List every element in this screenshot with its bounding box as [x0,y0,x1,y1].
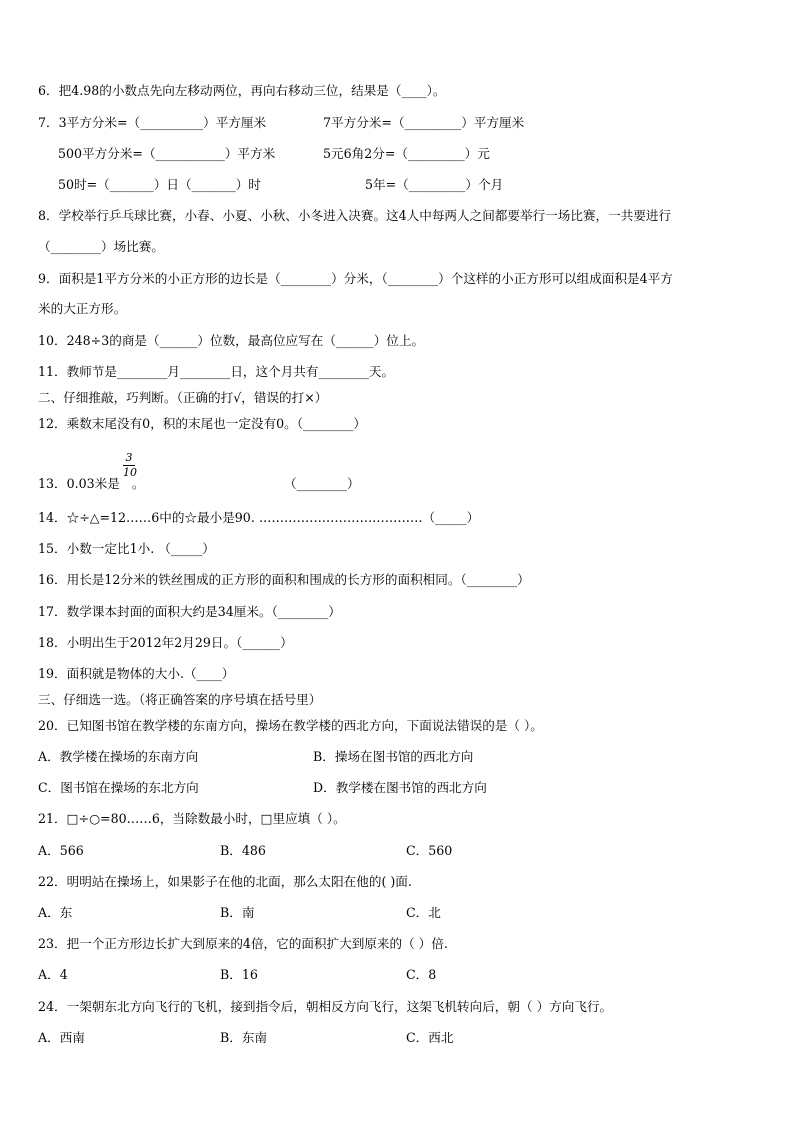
q20-option-c: C．图书馆在操场的东北方向 [38,780,199,795]
q24-option-b: B．东南 [220,1030,268,1045]
q20: 20．已知图书馆在教学楼的东南方向，操场在教学楼的西北方向，下面说法错误的是（ ）。 [38,718,543,733]
q7-line2-left: 500平方分米=（___________）平方米 [58,146,276,161]
q18: 18．小明出生于2012年2月29日。（______） [38,635,293,650]
q21-option-c: C．560 [406,843,453,858]
q22-option-a: A．东 [38,905,73,920]
q6: 6．把4.98的小数点先向左移动两位，再向右移动三位，结果是（____）。 [38,83,446,98]
q8-line2: （________）场比赛。 [38,239,164,254]
fraction-3-10 [123,452,135,479]
q9-line1: 9．面积是1平方分米的小正方形的边长是（________）分米，（________）个这样的小正方形可以组成面积是4平方 [38,271,673,286]
q21: 21．□÷○=80……6，当除数最小时，□里应填（ ）。 [38,811,346,826]
q17: 17．数学课本封面的面积大约是34厘米。（________） [38,604,341,619]
q7-line1-left: 7．3平方分米=（__________）平方厘米 [38,115,267,130]
q23-option-b: B．16 [220,967,258,982]
q20-option-b: B．操场在图书馆的西北方向 [313,749,474,764]
q12: 12．乘数末尾没有0，积的末尾也一定没有0。（________） [38,416,367,431]
q21-option-b: B．486 [220,843,266,858]
q10: 10．248÷3的商是（______）位数，最高位应写在（______）位上。 [38,333,425,348]
q23-option-c: C．8 [406,967,437,982]
q24-option-c: C．西北 [406,1030,454,1045]
q24: 24．一架朝东北方向飞行的飞机，接到指令后，朝相反方向飞行，这架飞机转向后，朝（ ）方向飞行。 [38,999,613,1014]
q16: 16．用长是12分米的铁丝围成的正方形的面积和围成的长方形的面积相同。（________） [38,572,530,587]
section-2-heading: 二、仔细推敲，巧判断。（正确的打√，错误的打×） [38,390,328,405]
section-3-heading: 三、仔细选一选。（将正确答案的序号填在括号里） [38,692,322,707]
q22: 22．明明站在操场上，如果影子在他的北面，那么太阳在他的( )面. [38,874,412,889]
q13-blank: （________） [284,476,360,491]
q11: 11．教师节是________月________日，这个月共有________天。 [38,364,395,379]
q22-option-b: B．南 [220,905,255,920]
q19: 19．面积就是物体的大小.（____） [38,666,235,681]
q13-text: 13．0.03米是 [38,476,120,491]
q8-line1: 8．学校举行乒乓球比赛，小春、小夏、小秋、小冬进入决赛。这4人中每两人之间都要举行一场比赛，一共要进行 [38,208,672,223]
q23: 23．把一个正方形边长扩大到原来的4倍，它的面积扩大到原来的（ ）倍. [38,936,448,951]
q23-option-a: A．4 [38,967,68,982]
q14: 14．☆÷△=12……6中的☆最小是90. …………………………………（_____） [38,510,480,525]
q20-option-a: A．教学楼在操场的东南方向 [38,749,199,764]
q7-line3-right: 5年=（_________）个月 [365,177,504,192]
q22-option-c: C．北 [406,905,441,920]
q15: 15．小数一定比1小. （_____） [38,541,215,556]
q9-line2: 米的大正方形。 [38,301,127,316]
q20-option-d: D．教学楼在图书馆的西北方向 [313,780,487,795]
q7-line3-left: 50时=（_______）日（_______）时 [58,177,261,192]
q21-option-a: A．566 [38,843,84,858]
fraction-numerator: 3 [125,451,133,464]
q7-line1-right: 7平方分米=（_________）平方厘米 [323,115,525,130]
q24-option-a: A．西南 [38,1030,85,1045]
q13-period: 。 [131,476,145,491]
q7-line2-right: 5元6角2分=（_________）元 [323,146,490,161]
fraction-denominator: 10 [123,466,137,479]
